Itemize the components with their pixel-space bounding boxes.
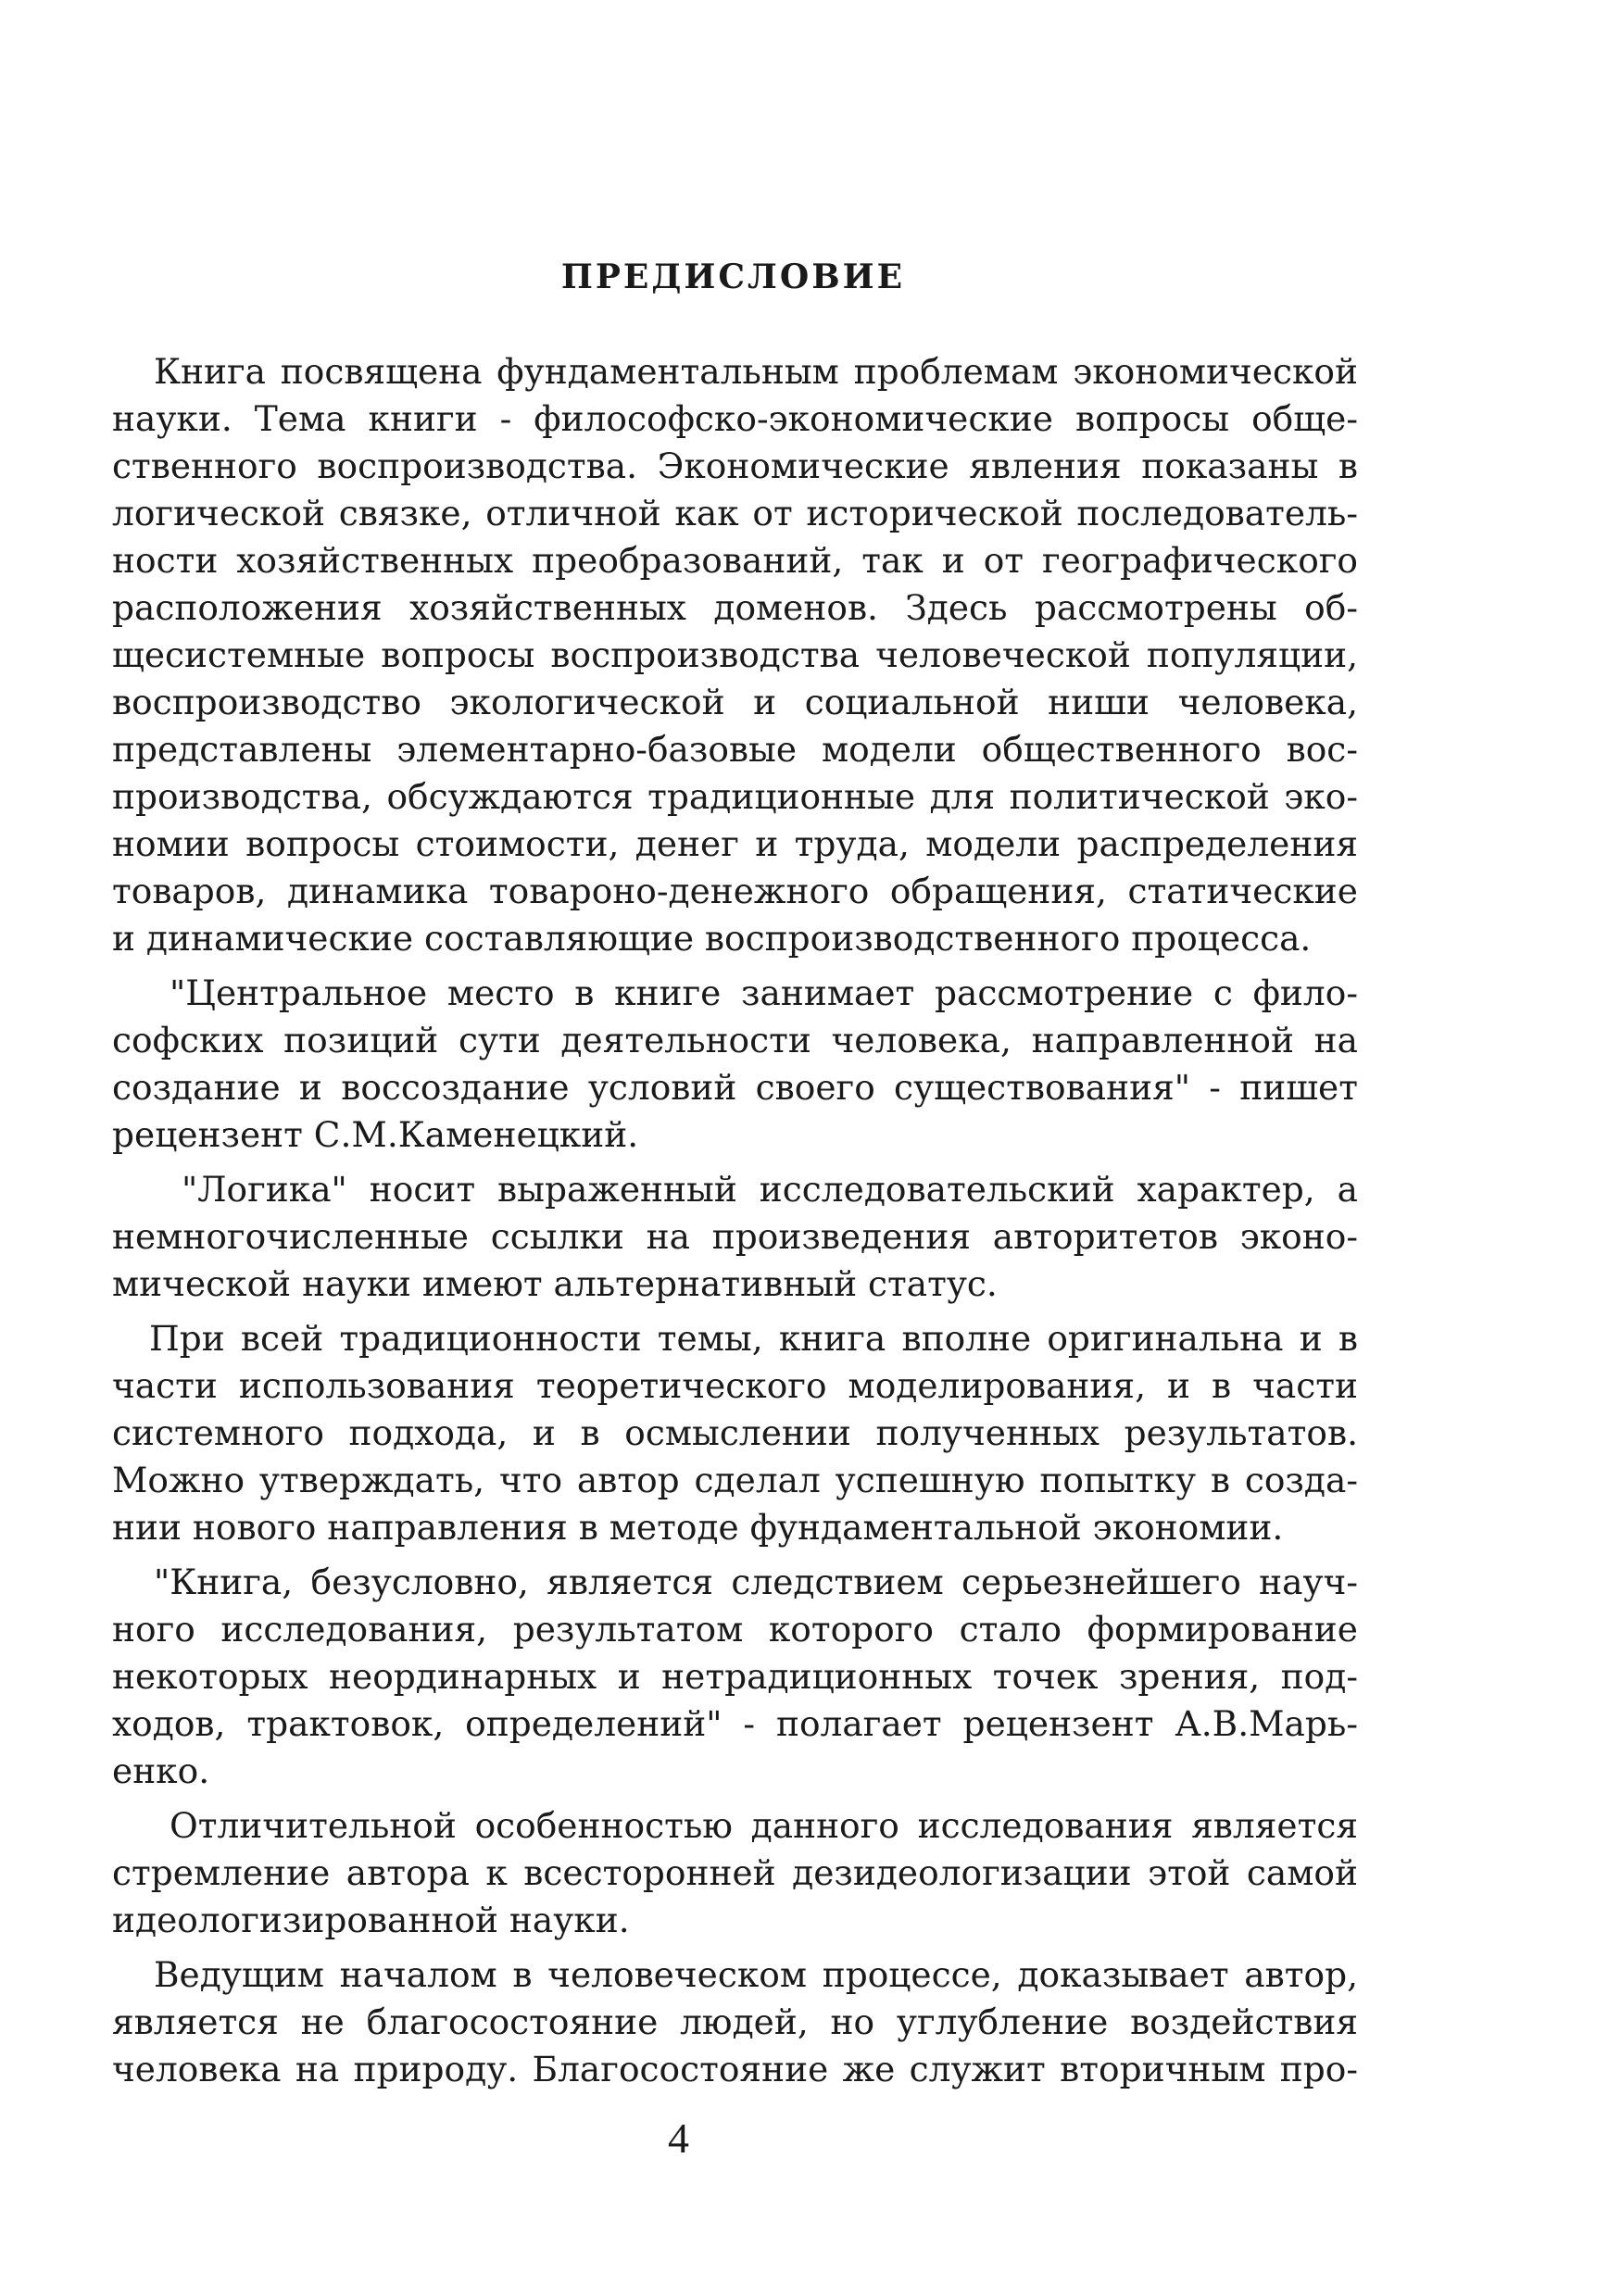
paragraph xyxy=(112,1559,1358,1795)
paragraph xyxy=(112,348,1358,962)
text-line: При всей традиционности темы, книга вполне оригинальна и в xyxy=(149,1318,1358,1359)
text-line: системного подхода, и в осмыслении полученных результатов. xyxy=(112,1412,1358,1453)
text-line: части использования теоретического моделирования, и в части xyxy=(112,1365,1358,1406)
text-line: человека на природу. Благосостояние же служит вторичным про- xyxy=(112,2049,1358,2089)
text-line: Книга посвящена фундаментальным проблемам экономической xyxy=(154,351,1358,392)
paragraph xyxy=(112,1951,1358,2093)
body-text xyxy=(112,348,1358,2101)
text-line: расположения хозяйственных доменов. Здесь рассмотрены об- xyxy=(112,587,1358,628)
text-line: и динамические составляющие воспроизводственного процесса. xyxy=(112,918,1312,959)
text-line: стремление автора к всесторонней дезидеологизации этой самой xyxy=(112,1852,1358,1893)
text-line: Отличительной особенностью данного исследования является xyxy=(170,1805,1358,1846)
text-line: является не благосостояние людей, но углубление воздействия xyxy=(112,2001,1358,2042)
paragraph xyxy=(112,1166,1358,1308)
paragraph xyxy=(112,1802,1358,1944)
text-line: некоторых неординарных и нетрадиционных точек зрения, под- xyxy=(112,1656,1358,1697)
text-line: идеологизированной науки. xyxy=(112,1900,630,1940)
text-line: мической науки имеют альтернативный статус. xyxy=(112,1263,998,1304)
text-line: "Книга, безусловно, является следствием серьезнейшего науч- xyxy=(154,1562,1358,1602)
text-line: ходов, трактовок, определений" - полагает рецензент А.В.Марь- xyxy=(112,1703,1358,1744)
page-number: 4 xyxy=(668,2114,689,2162)
text-line: рецензент С.М.Каменецкий. xyxy=(112,1114,639,1155)
text-line: Ведущим началом в человеческом процессе, доказывает автор, xyxy=(154,1954,1358,1995)
text-line: ности хозяйственных преобразований, так и от географического xyxy=(112,540,1358,581)
text-line: представлены элементарно-базовые модели общественного вос- xyxy=(112,729,1358,770)
text-line: логической связке, отличной как от исторической последователь- xyxy=(112,493,1358,533)
text-line: нии нового направления в методе фундаментальной экономии. xyxy=(112,1507,1284,1548)
text-line: енко. xyxy=(112,1750,210,1791)
text-line: создание и воссоздание условий своего существования" - пишет xyxy=(112,1067,1358,1108)
section-heading: ПРЕДИСЛОВИЕ xyxy=(560,257,906,296)
paragraph xyxy=(112,970,1358,1159)
text-line: товаров, динамика товароно-денежного обращения, статические xyxy=(112,871,1358,911)
paragraph xyxy=(112,1315,1358,1551)
text-line: щесистемные вопросы воспроизводства человеческой популяции, xyxy=(112,634,1358,675)
text-line: немногочисленные ссылки на произведения авторитетов эконо- xyxy=(112,1216,1358,1257)
text-line: ного исследования, результатом которого стало формирование xyxy=(112,1609,1358,1650)
text-line: номии вопросы стоимости, денег и труда, модели распределения xyxy=(112,823,1358,864)
text-line: науки. Тема книги - философско-экономические вопросы обще- xyxy=(112,398,1358,439)
text-line: софских позиций сути деятельности человека, направленной на xyxy=(112,1020,1358,1060)
text-line: производства, обсуждаются традиционные для политической эко- xyxy=(112,776,1358,817)
text-line: ственного воспроизводства. Экономические явления показаны в xyxy=(112,445,1358,486)
text-line: "Логика" носит выраженный исследовательский характер, а xyxy=(182,1169,1358,1210)
text-line: воспроизводство экологической и социальной ниши человека, xyxy=(112,682,1358,722)
text-line: Можно утверждать, что автор сделал успешную попытку в созда- xyxy=(112,1460,1358,1500)
text-line: "Центральное место в книге занимает рассмотрение с фило- xyxy=(170,972,1358,1013)
